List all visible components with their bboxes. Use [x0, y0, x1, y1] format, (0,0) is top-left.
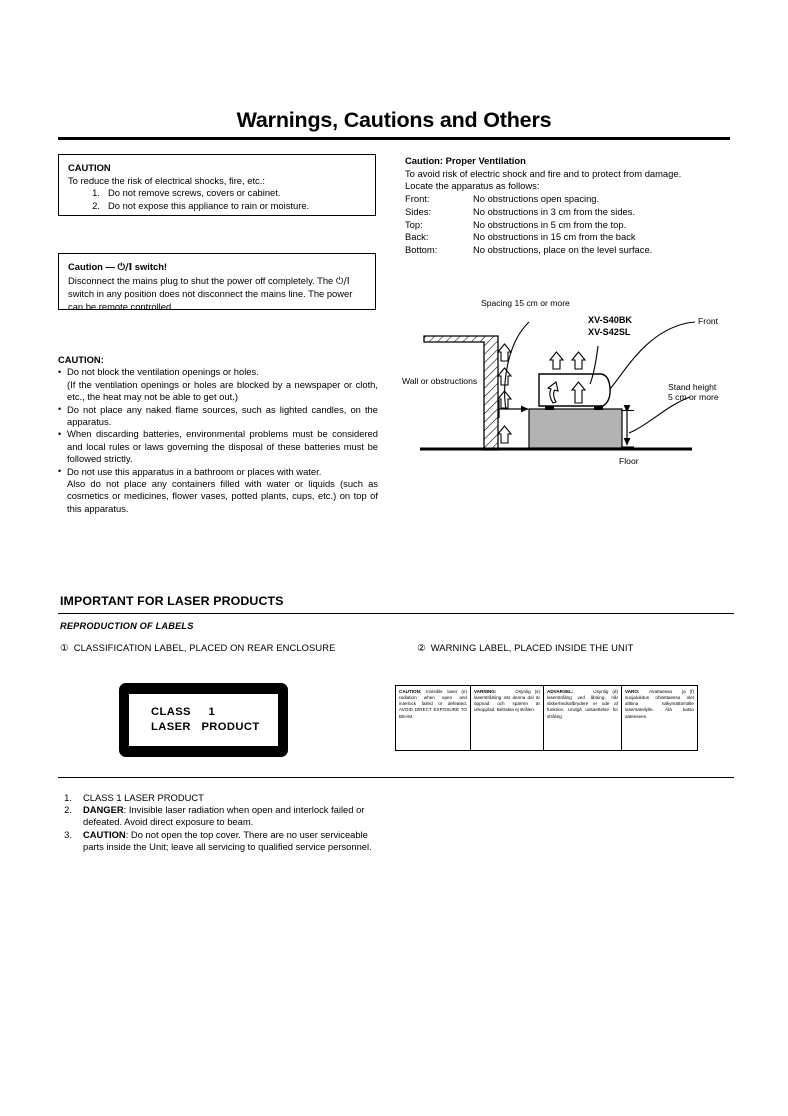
caution-list-heading: CAUTION: [58, 354, 104, 365]
warning-code: (s) [534, 688, 540, 694]
item-text: Do not remove screws, covers or cabinet. [108, 187, 281, 199]
warning-bold: ADVARSEL: [547, 688, 574, 694]
bullet-sub: Also do not place any containers filled with water or liquids (such as cosmetics or medicines, flower vases, potted plants, cups, etc.) on top of this apparatus. [67, 478, 378, 514]
list-item [58, 428, 378, 465]
diagram-stand-label-1: Stand height [668, 382, 717, 392]
row-label: Bottom: [405, 243, 438, 255]
line2-prefix: The [317, 274, 336, 286]
class-1-laser-product-label [119, 683, 288, 757]
stand-height-marker [621, 411, 634, 448]
heading-suffix: switch! [132, 261, 168, 272]
laser-section-heading: IMPORTANT FOR LASER PRODUCTS [60, 594, 284, 608]
caution-bullet-section [58, 354, 378, 515]
ventilation-line1: To avoid risk of electric shock and fire and to protect from damage. [405, 167, 682, 179]
multilingual-warning-label [395, 685, 698, 751]
row-label: Back: [405, 231, 429, 243]
list-item [58, 792, 388, 804]
heading-prefix: Caution — [68, 261, 118, 272]
warning-text: Avattaessa ja suojalukitus ohitettaessa olet alttiina näkymättömälle lasersäteilylle. Älä katso säteeseen. [625, 688, 694, 719]
caution-box-1-heading: CAUTION [68, 162, 111, 173]
item-text: : Invisible laser radiation when open and interlock failed or defeated. Avoid direct exposure to beam. [83, 804, 365, 828]
list-item [68, 200, 367, 213]
list-item [58, 466, 378, 516]
warning-bold: CAUTION: [399, 688, 422, 694]
list-item [58, 366, 378, 403]
caution-box-2-heading [68, 261, 367, 275]
bullet-sub: (If the ventilation openings or holes are blocked by a newspaper or cloth, etc., the heat may not be able to get out.) [67, 378, 378, 403]
list-item [58, 829, 388, 853]
row-label: Top: [405, 218, 423, 230]
standby-power-icon: ⏻/I [335, 275, 350, 287]
class-label-line1: CLASS 1 [151, 706, 216, 718]
caption-text: WARNING LABEL, PLACED INSIDE THE UNIT [430, 642, 634, 653]
item-number: 2. [64, 804, 72, 816]
list-item [58, 804, 388, 828]
airflow-arrows-top [550, 352, 585, 369]
warning-cell-finnish [622, 685, 698, 751]
ventilation-row-back [405, 231, 735, 244]
ventilation-heading: Caution: Proper Ventilation [405, 155, 526, 166]
page-title: Warnings, Cautions and Others [236, 108, 552, 132]
bullet-main: When discarding batteries, environmental problems must be considered and local rules or laws governing the disposal of these batteries must be followed strictly. [67, 428, 378, 465]
laser-notes-section [58, 792, 388, 853]
class-label-line2: LASER PRODUCT [151, 721, 260, 733]
bullet-icon: • [58, 404, 62, 415]
caution-bullet-list [58, 366, 378, 515]
row-value: No obstructions, place on the level surface. [473, 243, 653, 255]
row-label: Sides: [405, 205, 432, 217]
caution-box-electrical [58, 154, 376, 216]
bullet-icon: • [58, 466, 62, 477]
circled-number-1-icon: ① [60, 643, 69, 654]
circled-number-2-icon: ② [417, 643, 426, 654]
row-value: No obstructions open spacing. [473, 193, 600, 205]
label-caption-2 [417, 642, 633, 654]
warning-text: Invisible laser radiation when open and interlock failed or defeated. AVOID DIRECT EXPOSURE TO BEAM. [399, 688, 467, 719]
ventilation-diagram [398, 296, 738, 476]
diagram-model-line2: XV-S42SL [588, 327, 631, 337]
reproduction-of-labels-heading: REPRODUCTION OF LABELS [60, 621, 194, 631]
ventilation-row-sides [405, 206, 735, 219]
bullet-main: Do not use this apparatus in a bathroom or places with water. [67, 465, 322, 477]
caution-box-2-line3: line. The power can be remote controlled. [68, 288, 353, 312]
warning-cell-swedish [471, 685, 544, 751]
item-bold: CAUTION [83, 828, 126, 840]
caution-box-2-line1: Disconnect the mains plug to shut the power off completely. [68, 274, 315, 286]
diagram-front-label: Front [698, 316, 719, 326]
warning-cell-danish [544, 685, 622, 751]
label-caption-1 [60, 642, 336, 654]
title-divider [58, 137, 730, 140]
item-text: Do not expose this appliance to rain or moisture. [108, 199, 310, 211]
item-bold: DANGER [83, 804, 124, 816]
list-item [68, 187, 367, 200]
standby-power-icon: ⏻/I [117, 262, 133, 273]
ventilation-row-bottom [405, 244, 735, 257]
bullet-main: Do not place any naked flame sources, such as lighted candles, on the apparatus. [67, 403, 378, 428]
warning-cell-english [395, 685, 471, 751]
bullet-icon: • [58, 366, 62, 377]
ventilation-row-top [405, 219, 735, 232]
item-number: 1. [92, 187, 100, 199]
caution-box-1-list [68, 187, 367, 212]
laser-notes-list [58, 792, 388, 853]
diagram-stand-label-2: 5 cm or more [668, 392, 719, 402]
row-value: No obstructions in 15 cm from the back [473, 231, 636, 243]
item-number: 3. [64, 828, 72, 840]
caution-box-power-switch [58, 253, 376, 310]
bullet-icon: • [58, 428, 62, 439]
item-number: 2. [92, 199, 100, 211]
stand-leader [629, 397, 690, 433]
item-number: 1. [64, 792, 72, 803]
warning-code: (d) [612, 688, 618, 694]
class-1-label-inner [129, 694, 278, 746]
line2-suffix: switch in any position does not disconnect the mains [68, 288, 286, 300]
caption-text: CLASSIFICATION LABEL, PLACED ON REAR ENCLOSURE [73, 642, 336, 653]
ventilation-line2: Locate the apparatus as follows: [405, 180, 540, 192]
warning-code: (e) [461, 688, 467, 694]
laser-divider-top [58, 613, 734, 614]
laser-divider-bottom [58, 777, 734, 778]
row-label: Front: [405, 193, 430, 205]
ventilation-section [405, 155, 735, 257]
bullet-main: Do not block the ventilation openings or holes. [67, 366, 259, 378]
diagram-spacing-label: Spacing 15 cm or more [481, 298, 570, 308]
warning-bold: VARNING: [474, 688, 497, 694]
item-text: CLASS 1 LASER PRODUCT [83, 792, 204, 803]
stand-block [529, 409, 622, 448]
diagram-floor-label: Floor [619, 456, 639, 466]
warning-code: (f) [689, 688, 694, 694]
ventilation-row-front [405, 193, 735, 206]
item-text: : Do not open the top cover. There are no user serviceable parts inside the Unit; leave all servicing to qualified service personnel. [83, 828, 372, 852]
diagram-wall-label: Wall or obstructions [402, 376, 478, 386]
warning-bold: VARO: [625, 688, 640, 694]
diagram-model-line1: XV-S40BK [588, 315, 632, 325]
caution-box-1-intro: To reduce the risk of electrical shocks, fire, etc.: [68, 174, 265, 186]
row-value: No obstructions in 3 cm from the sides. [473, 205, 636, 217]
warning-text: Osynlig laserstrålning när denna del är öppnad och spärren är urkopplad. Betrakta ej strålen. [474, 688, 540, 713]
warning-text: Usynlig laserstråling ved åbning, når sikkerhedsafbrydere er ude af funktion. Undgå udsaettelse for stråling [547, 688, 618, 719]
list-item [58, 404, 378, 429]
wall-shape [424, 336, 498, 450]
row-value: No obstructions in 5 cm from the top. [473, 218, 627, 230]
